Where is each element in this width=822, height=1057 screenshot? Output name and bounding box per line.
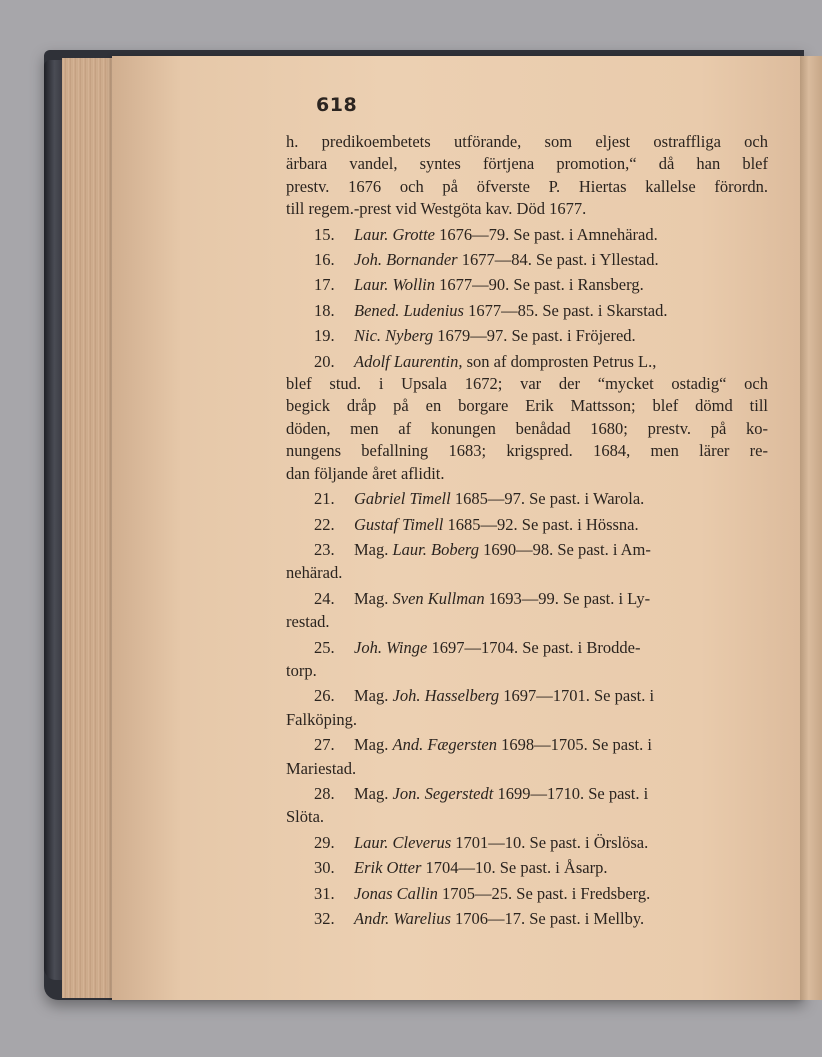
entry-name: Joh. Winge (354, 637, 428, 657)
entry-20 (286, 351, 768, 485)
entry-details: 1690—98. Se past. i Am- (478, 539, 651, 559)
entry-name: Laur. Grotte (354, 224, 435, 244)
entry-number: 25. (314, 637, 335, 657)
entry-list-b (286, 488, 768, 930)
entry-number: 23. (314, 539, 335, 559)
entry-details: 1676—79. Se past. i Amnehärad. (435, 224, 658, 244)
entry-line (286, 883, 768, 905)
entry-continuation: Slöta. (286, 807, 325, 827)
entry-name: Adolf Laurentin, (354, 351, 463, 371)
entry-title: Mag. (354, 686, 393, 706)
entry-name: Gustaf Timell (354, 514, 444, 534)
entry-details: 1679—97. Se past. i Fröjered. (433, 326, 636, 346)
entry-number: 27. (314, 735, 335, 755)
entry-details: 1677—84. Se past. i Yllestad. (457, 250, 659, 270)
entry-line (286, 857, 768, 879)
text-line: h. predikoembetets utförande, som eljest ostraffliga och (286, 132, 768, 151)
entry-name: Joh. Bornander (354, 250, 458, 270)
entry-details: 1693—99. Se past. i Ly- (484, 588, 651, 608)
entry-details: 1685—97. Se past. i Warola. (450, 489, 645, 509)
entry-continuation: nehärad. (286, 563, 343, 583)
entry-number: 17. (314, 275, 335, 295)
entry-number: 28. (314, 783, 335, 803)
entry-name: Laur. Cleverus (354, 832, 452, 852)
entry-name: Jonas Callin (354, 883, 438, 903)
entry-title: Mag. (354, 588, 393, 608)
text-line: döden, men af konungen benådad 1680; prestv. på ko- (286, 418, 768, 438)
entry-details: 1704—10. Se past. i Åsarp. (421, 858, 608, 878)
entry-name: And. Fægersten (392, 735, 497, 755)
entry-name: Erik Otter (354, 858, 422, 878)
entry-title: Mag. (354, 735, 393, 755)
text-line: blef stud. i Upsala 1672; var der “mycket ostadig“ och (286, 374, 768, 394)
entry-continuation: torp. (286, 660, 317, 680)
entry-details: 1701—10. Se past. i Örslösa. (451, 832, 649, 852)
entry-line (286, 783, 768, 805)
page-text (286, 131, 768, 930)
entry-number: 15. (314, 224, 335, 244)
entry-details: 1697—1701. Se past. i (499, 686, 655, 706)
entry-name: Laur. Boberg (392, 539, 479, 559)
entry-line (286, 488, 768, 510)
entry-name: Bened. Ludenius (354, 300, 464, 320)
entry-details: 1685—92. Se past. i Hössna. (443, 514, 639, 534)
entry-number: 16. (314, 250, 335, 270)
entry-continuation: restad. (286, 612, 330, 632)
entry-name: Jon. Segerstedt (392, 783, 494, 803)
entry-number: 22. (314, 514, 335, 534)
entry-continuation: Mariestad. (286, 758, 357, 778)
entry-details: 1699—1710. Se past. i (493, 783, 649, 803)
entry-title: Mag. (354, 783, 393, 803)
intro-paragraph (286, 131, 768, 221)
entry-line (286, 685, 768, 707)
entry-number: 18. (314, 300, 335, 320)
entry-name: Sven Kullman (392, 588, 485, 608)
entry-number: 32. (314, 909, 335, 928)
page-number: 618 (316, 94, 358, 116)
entry-line (286, 351, 768, 373)
entry-number: 21. (314, 489, 335, 509)
entry-details: 1677—85. Se past. i Skarstad. (463, 300, 668, 320)
entry-number: 19. (314, 326, 335, 346)
text-line: ärbara vandel, syntes förtjena promotion,“ då han blef (286, 154, 768, 174)
entry-line (286, 908, 768, 930)
text-line: till regem.-prest vid Westgöta kav. Död 1677. (286, 199, 587, 219)
entry-continuation: Falköping. (286, 709, 358, 729)
entry-number: 24. (314, 588, 335, 608)
entry-title: Mag. (354, 539, 393, 559)
entry-name: Andr. Warelius (354, 909, 451, 928)
facing-page-edge (800, 56, 822, 1000)
entry-details: 1677—90. Se past. i Ransberg. (435, 275, 644, 295)
entry-details: 1705—25. Se past. i Fredsberg. (437, 883, 651, 903)
entry-line (286, 539, 768, 561)
entry-line (286, 637, 768, 659)
entry-number: 29. (314, 832, 335, 852)
entry-list-a (286, 224, 768, 348)
entry-name: Joh. Hasselberg (392, 686, 500, 706)
entry-line (286, 588, 768, 610)
entry-name: Nic. Nyberg (354, 326, 434, 346)
entry-number: 30. (314, 858, 335, 878)
entry-line (286, 274, 768, 296)
entry-details: 1706—17. Se past. i Mellby. (450, 909, 645, 928)
entry-name: Gabriel Timell (354, 489, 451, 509)
entry-number: 31. (314, 883, 335, 903)
entry-line (286, 832, 768, 854)
entry-line (286, 325, 768, 347)
entry-line (286, 300, 768, 322)
entry-details: son af domprosten Petrus L., (462, 351, 657, 371)
entry-details: 1698—1705. Se past. i (497, 735, 652, 755)
text-line: nungens befallning 1683; krigspred. 1684, men lärer re- (286, 441, 768, 461)
entry-line (286, 249, 768, 271)
entry-number: 20. (314, 351, 335, 371)
entry-number: 26. (314, 686, 335, 706)
text-line: prestv. 1676 och på öfverste P. Hiertas kallelse förordn. (286, 176, 768, 196)
text-line: begick dråp på en borgare Erik Mattsson; blef dömd till (286, 396, 768, 416)
text-line: dan följande året aflidit. (286, 463, 445, 483)
entry-name: Laur. Wollin (354, 275, 436, 295)
entry-line (286, 734, 768, 756)
entry-details: 1697—1704. Se past. i Brodde- (427, 637, 641, 657)
entry-line (286, 514, 768, 536)
entry-line (286, 224, 768, 246)
